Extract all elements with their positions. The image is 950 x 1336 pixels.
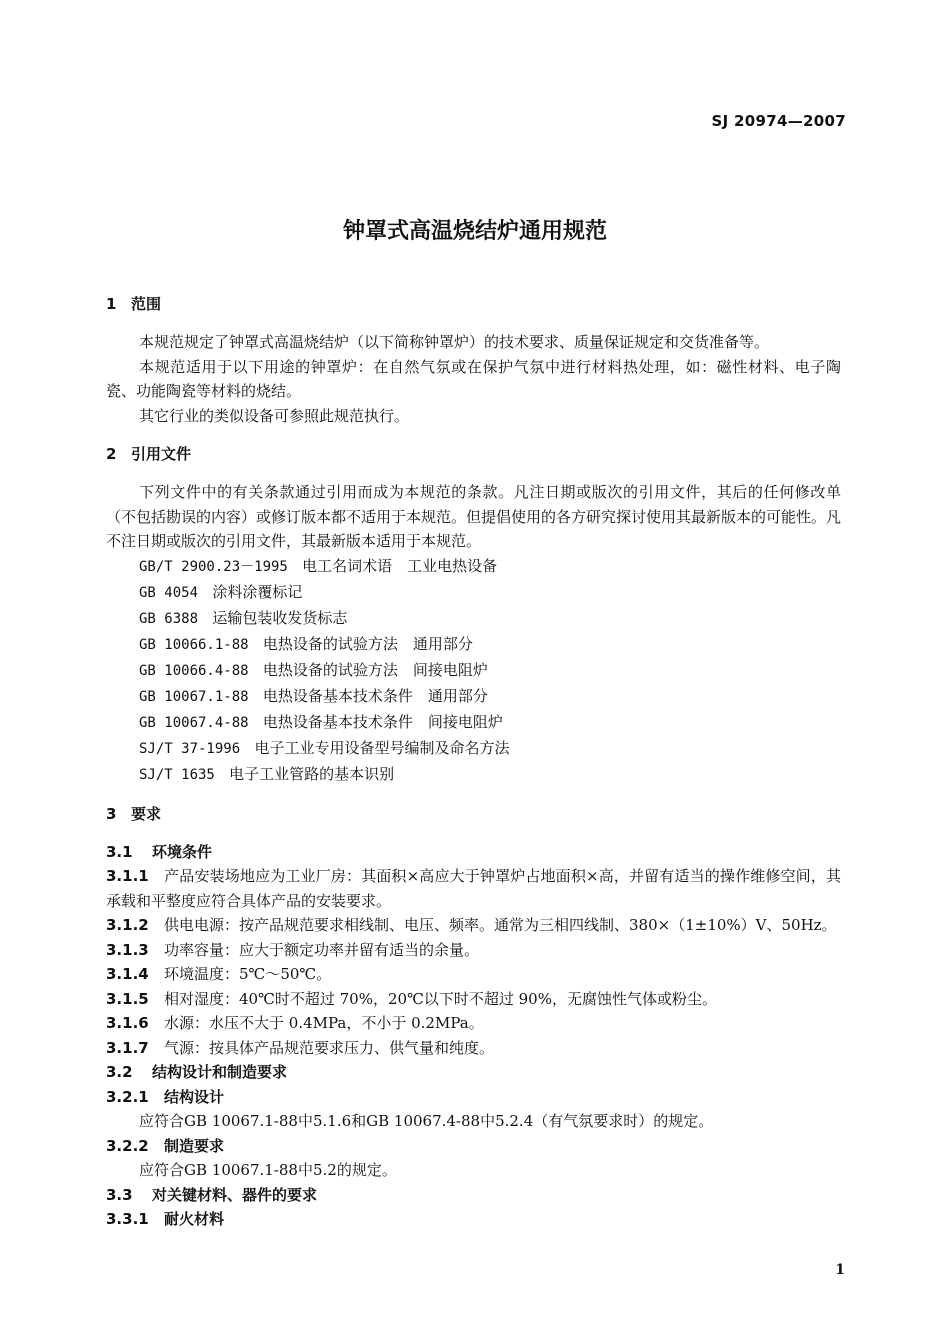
reference-name: 电热设备基本技术条件 通用部分 bbox=[262, 686, 488, 705]
reference-code: SJ/T 1635 bbox=[139, 766, 215, 783]
reference-name: 电热设备基本技术条件 间接电阻炉 bbox=[262, 712, 503, 731]
subsection-number: 3.2 bbox=[106, 1063, 133, 1081]
paragraph: 本规范适用于以下用途的钟罩炉：在自然气氛或在保护气氛中进行材料热处理，如：磁性材料、电子陶瓷、功能陶瓷等材料的烧结。 bbox=[106, 357, 841, 400]
section-heading-references bbox=[106, 442, 841, 466]
clause-heading bbox=[106, 1085, 841, 1110]
paragraph: 本规范规定了钟罩式高温烧结炉（以下简称钟罩炉）的技术要求、质量保证规定和交货准备等。 bbox=[139, 333, 770, 351]
clause bbox=[106, 962, 841, 987]
clause-title: 结构设计 bbox=[164, 1087, 225, 1106]
reference-item bbox=[106, 684, 841, 710]
reference-code: GB 4054 bbox=[139, 584, 199, 601]
clause-number: 3.2.2 bbox=[106, 1136, 149, 1155]
reference-code: SJ/T 37-1996 bbox=[139, 740, 241, 757]
subsection-heading bbox=[106, 840, 841, 865]
subsection-title: 对关键材料、器件的要求 bbox=[152, 1185, 318, 1204]
subsection-number: 3.1 bbox=[106, 842, 133, 861]
clause-title: 耐火材料 bbox=[164, 1210, 225, 1228]
clause bbox=[106, 938, 841, 963]
section-title: 范围 bbox=[131, 295, 162, 313]
reference-item bbox=[106, 762, 841, 788]
reference-item bbox=[106, 710, 841, 736]
clause-text: 供电电源：按产品规范要求相线制、电压、频率。通常为三相四线制、380×（1±10%）V、50Hz。 bbox=[164, 916, 837, 934]
clause-title: 制造要求 bbox=[164, 1136, 225, 1155]
reference-name: 运输包装收发货标志 bbox=[212, 608, 348, 627]
reference-name: 电子工业管路的基本识别 bbox=[229, 764, 395, 783]
reference-code: GB 10067.4-88 bbox=[139, 714, 249, 731]
reference-item bbox=[106, 736, 841, 762]
reference-item bbox=[106, 632, 841, 658]
clause-text: 水源：水压不大于 0.4MPa，不小于 0.2MPa。 bbox=[164, 1014, 484, 1032]
clause-text: 相对湿度：40℃时不超过 70%，20℃以下时不超过 90%，无腐蚀性气体或粉尘。 bbox=[164, 989, 717, 1008]
clause-number: 3.1.2 bbox=[106, 916, 149, 934]
clause-text: 气源：按具体产品规范要求压力、供气量和纯度。 bbox=[164, 1038, 495, 1057]
reference-item bbox=[106, 554, 841, 580]
clause-number: 3.1.3 bbox=[106, 940, 149, 959]
reference-name: 电热设备的试验方法 间接电阻炉 bbox=[262, 660, 488, 679]
clause bbox=[106, 1011, 841, 1036]
clause-number: 3.1.5 bbox=[106, 989, 149, 1008]
reference-item bbox=[106, 580, 841, 606]
subsection-heading bbox=[106, 1060, 841, 1085]
clause-number: 3.1.6 bbox=[106, 1014, 149, 1032]
reference-code: GB 10067.1-88 bbox=[139, 688, 249, 705]
paragraph: 应符合GB 10067.1-88中5.1.6和GB 10067.4-88中5.2.4（有气氛要求时）的规定。 bbox=[139, 1112, 714, 1130]
paragraph: 应符合GB 10067.1-88中5.2的规定。 bbox=[139, 1161, 397, 1179]
section-number: 1 bbox=[106, 295, 117, 313]
reference-name: 电子工业专用设备型号编制及命名方法 bbox=[254, 738, 510, 757]
section-title: 引用文件 bbox=[131, 445, 192, 463]
clause-heading bbox=[106, 1134, 841, 1159]
page-number: 1 bbox=[835, 1262, 845, 1278]
clause-number: 3.1.4 bbox=[106, 965, 149, 983]
section-heading-scope bbox=[106, 292, 841, 316]
clause bbox=[106, 864, 841, 913]
clause-text: 产品安装场地应为工业厂房：其面积×高应大于钟罩炉占地面积×高，并留有适当的操作维修空间，其承载和平整度应符合具体产品的安装要求。 bbox=[106, 867, 841, 910]
document-body bbox=[106, 292, 841, 1232]
reference-list bbox=[106, 554, 841, 788]
reference-code: GB 10066.4-88 bbox=[139, 662, 249, 679]
reference-name: 电工名词术语 工业电热设备 bbox=[302, 556, 498, 575]
clause-heading bbox=[106, 1207, 841, 1232]
paragraph: 下列文件中的有关条款通过引用而成为本规范的条款。凡注日期或版次的引用文件，其后的任何修改单（不包括勘误的内容）或修订版本都不适用于本规范。但提倡使用的各方研究探讨使用其最新版本的可能性。凡不注日期或版次的引用文件，其最新版本适用于本规范。 bbox=[106, 483, 842, 550]
clause bbox=[106, 913, 841, 938]
subsection-title: 结构设计和制造要求 bbox=[152, 1063, 288, 1081]
clause bbox=[106, 987, 841, 1012]
reference-code: GB 6388 bbox=[139, 610, 199, 627]
clause-text: 功率容量：应大于额定功率并留有适当的余量。 bbox=[164, 940, 480, 959]
clause-number: 3.3.1 bbox=[106, 1210, 149, 1228]
reference-name: 电热设备的试验方法 通用部分 bbox=[262, 634, 473, 653]
subsection-title: 环境条件 bbox=[152, 842, 213, 861]
clause bbox=[106, 1036, 841, 1061]
reference-code: GB 10066.1-88 bbox=[139, 636, 249, 653]
document-code: SJ 20974—2007 bbox=[711, 112, 846, 130]
page-title: 钟罩式高温烧结炉通用规范 bbox=[342, 219, 607, 244]
subsection-number: 3.3 bbox=[106, 1185, 133, 1204]
reference-code: GB/T 2900.23－1995 bbox=[139, 558, 288, 575]
reference-item bbox=[106, 658, 841, 684]
clause-number: 3.1.1 bbox=[106, 867, 149, 885]
section-number: 3 bbox=[106, 804, 117, 823]
section-number: 2 bbox=[106, 445, 117, 463]
section-title: 要求 bbox=[131, 804, 162, 823]
reference-item bbox=[106, 606, 841, 632]
paragraph: 其它行业的类似设备可参照此规范执行。 bbox=[139, 406, 410, 425]
section-heading-requirements bbox=[106, 802, 841, 826]
clause-text: 环境温度：5℃～50℃。 bbox=[164, 965, 332, 983]
clause-number: 3.1.7 bbox=[106, 1038, 149, 1057]
reference-name: 涂料涂覆标记 bbox=[212, 582, 303, 601]
clause-number: 3.2.1 bbox=[106, 1087, 149, 1106]
subsection-heading bbox=[106, 1183, 841, 1208]
